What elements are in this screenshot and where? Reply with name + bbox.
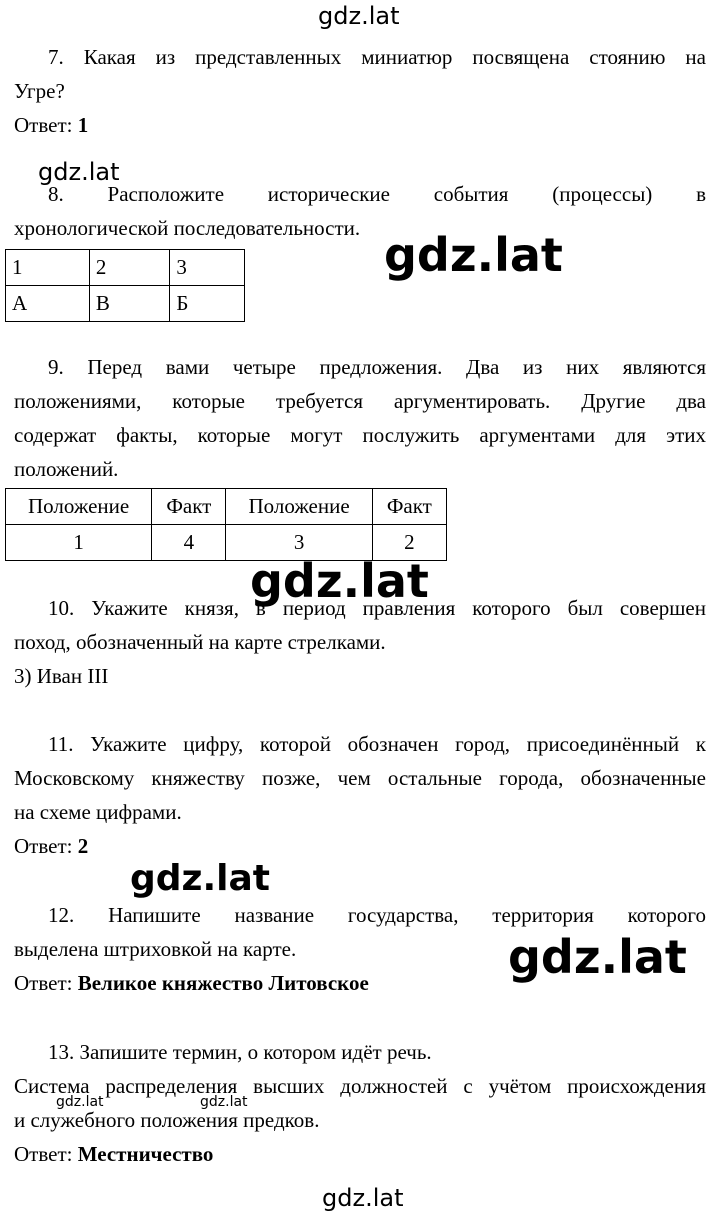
- watermark: gdz.lat: [322, 1184, 404, 1212]
- question-8-text: 8. Расположите исторические события (процессы) в: [48, 182, 706, 206]
- answer-label: Ответ:: [14, 1142, 78, 1166]
- question-11-text: на схеме цифрами.: [14, 800, 182, 824]
- question-10-text: поход, обозначенный на карте стрелками.: [14, 630, 386, 654]
- answer-value: Великое княжество Литовское: [77, 971, 369, 995]
- question-7-text: 7. Какая из представленных миниатюр посвящена стоянию на: [48, 45, 706, 69]
- question-10-text: 10. Укажите князя, в период правления которого был совершен: [48, 596, 706, 620]
- question-9-text: содержат факты, которые могут послужить аргументами для этих: [14, 423, 706, 447]
- answer-11: [14, 829, 706, 863]
- watermark: gdz.lat: [384, 228, 563, 282]
- answer-10: 3) Иван III: [14, 664, 109, 688]
- watermark: gdz.lat: [130, 858, 271, 899]
- question-11-text: Московскому княжеству позже, чем остальные города, обозначенные: [14, 766, 706, 790]
- watermark: gdz.lat: [250, 554, 429, 608]
- answer-table-9: [5, 488, 447, 561]
- question-11-text: 11. Укажите цифру, которой обозначен город, присоединённый к: [48, 732, 706, 756]
- answer-label: Ответ:: [14, 834, 78, 858]
- question-9-text: положениями, которые требуется аргументировать. Другие два: [14, 389, 706, 413]
- answer-label: Ответ:: [14, 971, 78, 995]
- table-cell: Факт: [372, 489, 446, 525]
- question-13-text: Система распределения высших должностей с учётом происхождения: [14, 1074, 706, 1098]
- watermark: gdz.lat: [318, 2, 400, 30]
- question-13-text: 13. Запишите термин, о котором идёт речь.: [48, 1040, 432, 1064]
- watermark: gdz.lat: [508, 930, 687, 984]
- table-cell: 2: [372, 525, 446, 561]
- table-cell: 3: [170, 250, 245, 286]
- question-8-text: хронологической последовательности.: [14, 216, 361, 240]
- watermark: gdz.lat: [56, 1094, 104, 1110]
- table-cell: 4: [152, 525, 226, 561]
- answer-12: [14, 966, 706, 1000]
- question-9-text: положений.: [14, 457, 119, 481]
- table-cell: А: [6, 286, 90, 322]
- answer-7: [14, 108, 706, 142]
- question-7-text: Угре?: [14, 79, 65, 103]
- watermark: gdz.lat: [200, 1094, 248, 1110]
- answer-value: Местничество: [77, 1142, 214, 1166]
- answer-13: [14, 1137, 706, 1171]
- question-13-text: и служебного положения предков.: [14, 1108, 320, 1132]
- watermark: gdz.lat: [38, 158, 120, 186]
- table-cell: Б: [170, 286, 245, 322]
- answer-label: Ответ:: [14, 113, 78, 137]
- table-cell: В: [89, 286, 169, 322]
- question-12-text: 12. Напишите название государства, территория которого: [48, 903, 706, 927]
- table-cell: 1: [6, 250, 90, 286]
- table-cell: Положение: [6, 489, 152, 525]
- table-cell: 3: [226, 525, 372, 561]
- table-cell: 2: [89, 250, 169, 286]
- answer-table-8: [5, 249, 245, 322]
- table-cell: Факт: [152, 489, 226, 525]
- question-9-text: 9. Перед вами четыре предложения. Два из них являются: [48, 355, 706, 379]
- table-cell: Положение: [226, 489, 372, 525]
- question-12-text: выделена штриховкой на карте.: [14, 937, 297, 961]
- answer-value: 2: [77, 834, 89, 858]
- answer-value: 1: [77, 113, 89, 137]
- table-cell: 1: [6, 525, 152, 561]
